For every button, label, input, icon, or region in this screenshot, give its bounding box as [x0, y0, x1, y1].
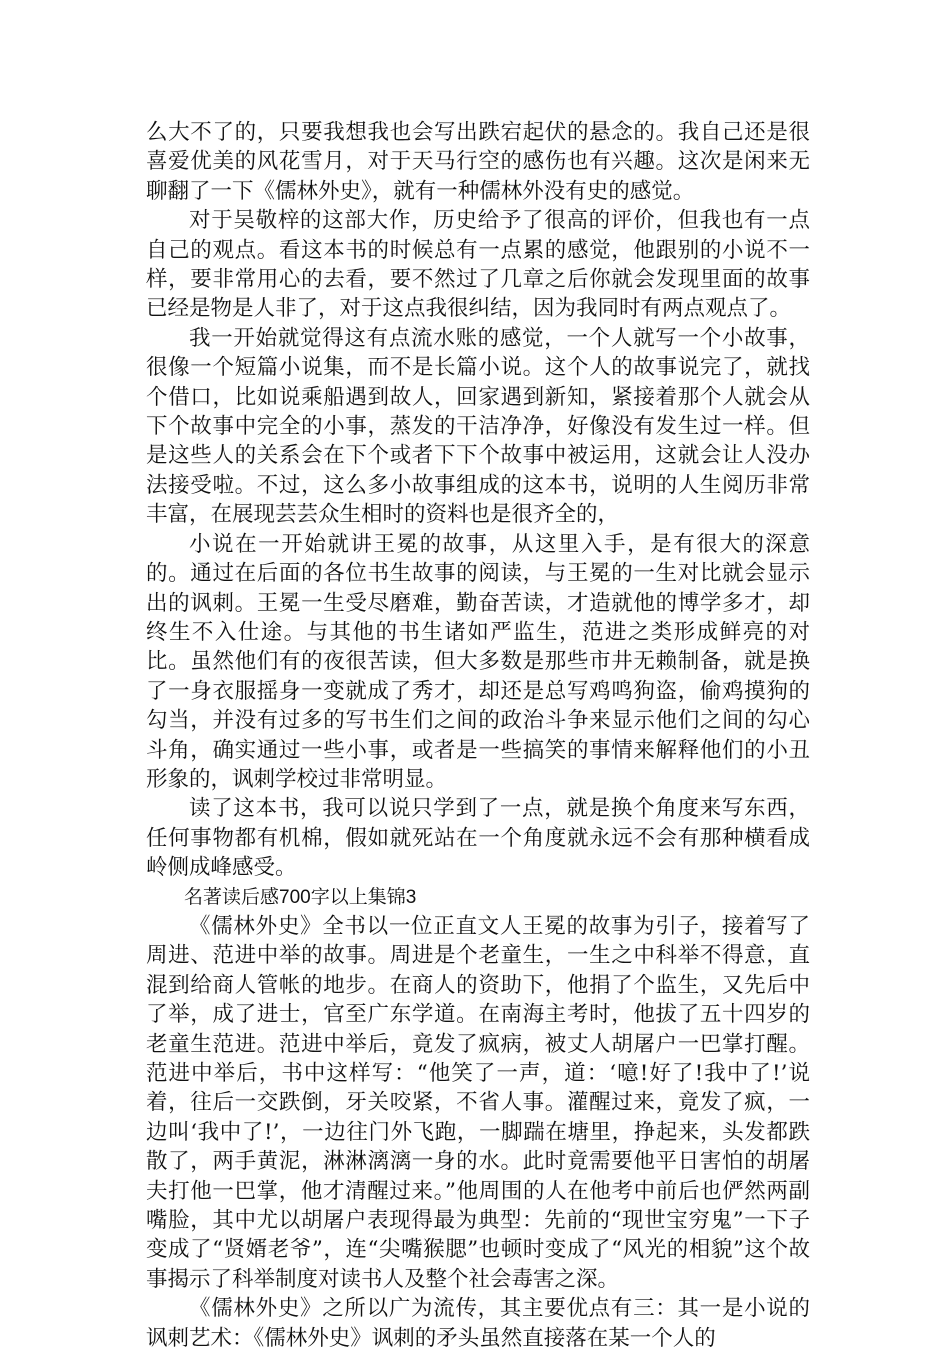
document-body: [146, 118, 810, 1353]
section-heading: 名著读后感700字以上集锦3: [184, 886, 417, 908]
paragraph-continuation: 么大不了的，只要我想我也会写出跌宕起伏的悬念的。我自己还是很喜爱优美的风花雪月，对于天马行空的感伤也有兴趣。这次是闲来无聊翻了一下《儒林外史》，就有一种儒林外没有史的感觉。: [146, 120, 810, 204]
paragraph: 《儒林外史》全书以一位正直文人王冕的故事为引子，接着写了周进、范进中举的故事。周进是个老童生，一生之中科举不得意，直混到给商人管帐的地步。在商人的资助下，他捐了个监生，又先后中了举，成了进士，官至广东学道。在南海主考时，他拔了五十四岁的老童生范进。范进中举后，竟发了疯病，被丈人胡屠户一巴掌打醒。范进中举后，书中这样写：“他笑了一声，道：‘噫!好了!我中了!’说着，往后一交跌倒，牙关咬紧，不省人事。灌醒过来，竟发了疯，一边叫‘我中了!’，一边往门外飞跑，一脚踹在塘里，挣起来，头发都跌散了，两手黄泥，淋淋漓漓一身的水。此时竟需要他平日害怕的胡屠夫打他一巴掌，他才清醒过来。”他周围的人在他考中前后也俨然两副嘴脸，其中尤以胡屠户表现得最为典型：先前的“现世宝穷鬼”一下子变成了“贤婿老爷”，连“尖嘴猴腮”也顿时变成了“风光的相貌”这个故事揭示了科举制度对读书人及整个社会毒害之深。: [146, 913, 810, 1292]
paragraph: 读了这本书，我可以说只学到了一点，就是换个角度来写东西，任何事物都有机棉，假如就死站在一个角度就永远不会有那种横看成岭侧成峰感受。: [146, 796, 810, 881]
paragraph: 对于吴敬梓的这部大作，历史给予了很高的评价，但我也有一点自己的观点。看这本书的时候总有一点累的感觉，他跟别的小说不一样，要非常用心的去看，要不然过了几章之后你就会发现里面的故事已经是物是人非了，对于这点我很纠结，因为我同时有两点观点了。: [146, 208, 810, 322]
paragraph: 《儒林外史》之所以广为流传，其主要优点有三：其一是小说的讽刺艺术：《儒林外史》讽刺的矛头虽然直接落在某一个人的: [146, 1296, 810, 1351]
paragraph: 小说在一开始就讲王冕的故事，从这里入手，是有很大的深意的。通过在后面的各位书生故事的阅读，与王冕的一生对比就会显示出的讽刺。王冕一生受尽磨难，勤奋苦读，才造就他的博学多才，却终生不入仕途。与其他的书生诸如严监生，范进之类形成鲜亮的对比。虽然他们有的夜很苦读，但大多数是那些市井无赖制备，就是换了一身衣服摇身一变就成了秀才，却还是总写鸡鸣狗盗，偷鸡摸狗的勾当，并没有过多的写书生们之间的政治斗争来显示他们之间的勾心斗角，确实通过一些小事，或者是一些搞笑的事情来解释他们的小丑形象的，讽刺学校过非常明显。: [146, 531, 810, 792]
paragraph: 我一开始就觉得这有点流水账的感觉，一个人就写一个小故事，很像一个短篇小说集，而不是长篇小说。这个人的故事说完了，就找个借口，比如说乘船遇到故人，回家遇到新知，紧接着那个人就会从下个故事中完全的小事，蒸发的干洁净净，好像没有发生过一样。但是这些人的关系会在下个或者下下个故事中被运用，这就会让人没办法接受啦。不过，这么多小故事组成的这本书，说明的人生阅历非常丰富，在展现芸芸众生相时的资料也是很齐全的，: [146, 325, 810, 528]
